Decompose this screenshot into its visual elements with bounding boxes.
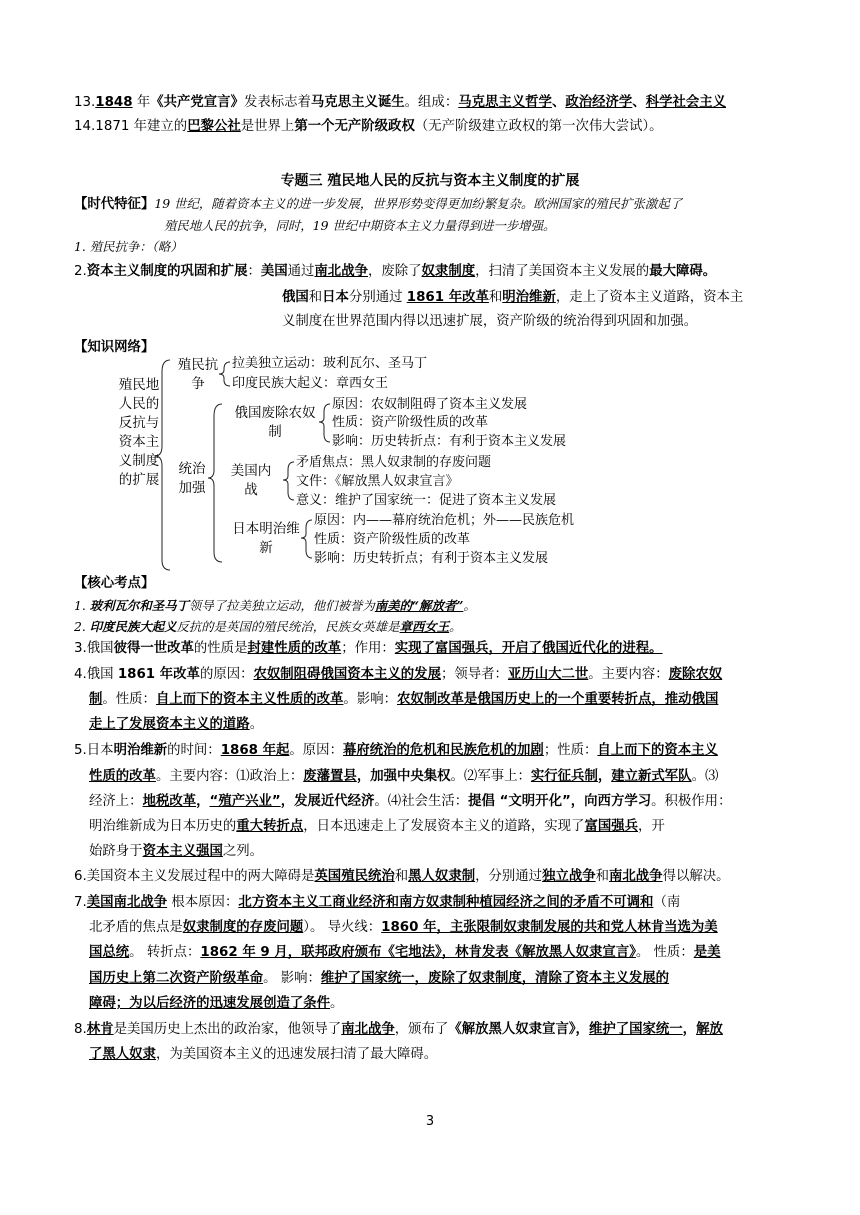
key-term: 制 [89,692,103,707]
core-7-line-1 [74,893,680,913]
key-term: 南北战争 [609,869,663,884]
colonial-item: 印度民族大起义：章西女王 [232,376,389,391]
text: 分别通过 [348,290,407,305]
text: ，日本迅速走上了发展资本主义的道路，实现了 [303,819,585,834]
key-term: 美国 [260,264,288,279]
knowledge-network-label: 【知识网络】 [74,340,155,355]
text: 2. [74,619,90,634]
text: ， [280,794,295,809]
key-term: 加强中央集权 [370,769,451,784]
key-term: 维护了国家统一，废除了奴隶制度，清除了资本主义发展的 [320,971,670,986]
usa-item: 意义：维护了国家统一：促进了资本主义发展 [296,493,557,508]
key-term: 富国强兵 [584,819,639,834]
core-5-line-4 [89,817,665,837]
core-points-label: 【核心考点】 [74,576,155,591]
text: ，为美国资本主义的迅速发展扫清了最大障碍。 [155,1047,438,1062]
key-term: “殖产兴业” [209,794,281,809]
text: 之列。 [222,844,264,859]
text: ， [356,769,371,784]
text: 。 影响： [263,971,321,986]
core-4-line-2 [89,690,718,710]
key-term: 章西女王 [399,619,450,634]
russia-item: 性质：资产阶级性质的改革 [332,415,489,430]
text: 13. [74,95,96,110]
key-term: 英国殖民统治 [314,869,395,884]
key-term: 南美的“解放者” [374,598,464,613]
text: 。原因： [289,743,343,758]
text: 。主要内容： [588,667,669,682]
japan-item: 性质：资产阶级性质的改革 [314,532,471,547]
usa-node: 美国内战 [230,463,272,498]
key-term: 幕府统治的危机和民族危机的加剧 [342,743,544,758]
brace-japan [301,520,312,558]
key-term: 明治维新 [502,290,556,305]
key-term: 向西方学习 [584,794,652,809]
core-1 [74,596,476,616]
text: ， [682,1022,697,1037]
text: 得以解决。 [662,869,730,884]
text: ，颁布了 [394,1022,449,1037]
core-5-line-5 [89,842,263,862]
text: ， [196,794,210,809]
key-term: 玻利瓦尔和圣马丁 [89,598,189,613]
key-term: 彼得一世改革 [113,641,194,656]
japan-item: 影响：历史转折点；有利于资本主义发展 [314,551,549,566]
text: 是美国历史上杰出的政治家，他领导了 [113,1022,342,1037]
text: ；性质： [543,743,598,758]
core-4-line-3 [89,715,263,735]
text: 是世界上 [240,119,295,134]
key-term: 建立新式军队 [611,769,692,784]
text: 。 性质： [635,945,694,960]
key-term: 国历史上第二次资产阶级革命 [89,971,264,986]
key-term: 文明开化 [508,794,562,809]
key-term: 走上了发展资本主义的道路 [89,717,250,732]
key-term: 政治经济学 [565,95,633,110]
text: 。性质： [102,692,156,707]
text: （南 [653,895,681,910]
russia-node: 俄国废除农奴制 [234,405,316,440]
key-term: 农奴制阻碍俄国资本主义的发展 [253,667,441,682]
branch-colonial: 殖民抗争 [177,357,219,392]
core-5-line-1 [74,741,718,761]
core-7-line-3 [89,943,721,963]
text: （无产阶级建立政权的第一次伟大尝试）。 [414,119,663,134]
key-term: 重大转折点 [236,819,304,834]
key-term: 地税改革 [142,794,197,809]
text: 。 [249,717,264,732]
key-term: 1861 年改革 [117,667,200,682]
brace-colonial [219,362,230,386]
text: 和 [595,869,610,884]
key-term: 性质的改革 [89,769,156,784]
text: 。 [330,996,344,1011]
key-term: 1862 年 9 月，联邦政府颁布《宅地法》，林肯发表《解放黑人奴隶宣言》 [200,945,636,960]
text: 北矛盾的焦点是 [89,920,183,935]
russia-item: 影响：历史转折点：有利于资本主义发展 [332,434,567,449]
key-term: 林肯 [86,1022,114,1037]
core-7-line-4 [89,969,669,989]
p2-line-3: 义制度在世界范围内得以迅速扩展，资产阶级的统治得到巩固和加强。 [282,314,698,329]
text: ”， [561,794,585,809]
key-term: 废藩置县 [303,769,357,784]
text: ，开 [638,819,665,834]
section-title: 专题三 殖民地人民的反抗与资本主义制度的扩展 [280,173,580,189]
key-term: 黑人奴隶制 [408,869,476,884]
key-term: 北方资本主义工商业经济和南方奴隶制种植园经济之间的矛盾不可调和 [238,895,654,910]
text: 。⑷社会生活： [374,794,469,809]
key-term: 南北战争 [341,1022,395,1037]
key-term: 马克思主义哲学 [458,95,552,110]
text: 7. [74,895,87,910]
core-5-line-3 [89,792,731,812]
text: 。影响： [343,692,397,707]
key-term: 科学社会主义 [645,95,727,110]
text: 。 [463,598,476,613]
era-label: 【时代特征】 [74,197,155,212]
text: 。 [449,619,462,634]
key-term: 最大障碍。 [649,264,717,279]
key-term: 俄国 [282,290,309,305]
core-3 [74,639,663,659]
mind-map-root: 殖民地人民的反抗与资本主义制度的扩展 [118,377,160,488]
text: ，分别通过 [475,869,543,884]
key-term: 实现了富国强兵，开启了俄国近代化的进程。 [394,641,663,656]
text: 。 转折点： [129,945,201,960]
text: 。⑶ [691,769,719,784]
japan-item: 原因：内——幕府统治危机；外——民族危机 [314,513,575,528]
text: 明治维新成为日本历史的 [89,819,237,834]
p1: 1. 殖民抗争：（略） [74,239,183,254]
key-term: 废除农奴 [668,667,723,682]
key-term: 农奴制改革是俄国历史上的一个重要转折点，推动俄国 [396,692,719,707]
colonial-item: 拉美独立运动：玻利瓦尔、圣马丁 [232,356,428,371]
text: 。主要内容：⑴政治上： [155,769,304,784]
text: 的时间： [167,743,221,758]
text: ）。 导火线： [303,920,382,935]
usa-item: 矛盾焦点：黑人奴隶制的存废问题 [296,455,492,470]
text: 发表标志着 [243,95,311,110]
key-term: 独立战争 [542,869,596,884]
key-term: 1868 年起 [220,743,290,758]
text: 2. [74,264,87,279]
text: ，走上了资本主义道路，资本主 [555,290,744,305]
text: 、 [632,95,646,110]
text: 19 世纪，随着资本主义的进一步发展，世界形势变得更加纷繁复杂。欧洲国家的殖民扩张激起了 [154,196,683,211]
key-term: 1861 年改革 [406,290,489,305]
key-term: 障碍；为以后经济的迅速发展创造了条件 [89,996,331,1011]
brace-russia [319,404,330,442]
core-2 [74,617,461,637]
key-term: 实行征兵制 [530,769,598,784]
text: 和 [488,290,503,305]
russia-item: 原因：农奴制阻碍了资本主义发展 [332,397,528,412]
key-term: 国总统 [89,945,130,960]
key-term: 马克思主义诞生 [310,95,405,110]
core-7-line-2 [89,918,718,938]
core-5-line-2 [89,767,718,787]
brace-usa [283,462,294,500]
key-term: 《解放黑人奴隶宣言》 [448,1022,576,1037]
key-term: 1860 年，主张限制奴隶制发展的共和党人林肯当选为美 [381,920,718,935]
text: 根本原因： [167,895,239,910]
text: 5.日本 [74,743,114,758]
key-term: 资本主义强国 [142,844,223,859]
key-term: 了黑人奴隶 [89,1047,156,1062]
text: ， [575,1022,589,1037]
key-term: 解放 [696,1022,723,1037]
key-term: 自上而下的资本主义 [597,743,718,758]
text: ，扫清了美国资本主义发展的 [475,264,650,279]
japan-node: 日本明治维新 [232,521,300,556]
key-term: 日本 [322,290,349,305]
key-term: 南北战争 [314,264,368,279]
text: 经济上： [89,794,143,809]
core-6 [74,867,730,887]
text: 和 [394,869,409,884]
key-term: 自上而下的资本主义性质的改革 [155,692,344,707]
core-4-line-1 [74,665,722,685]
text: 。⑵军事上： [450,769,531,784]
text: ， [597,769,612,784]
text: 、 [551,95,566,110]
text: 年 [132,95,151,110]
era-line-2: 殖民地人民的抗争，同时，19 世纪中期资本主义力量得到进一步增强。 [164,218,556,233]
core-8-line-1 [74,1020,723,1040]
text: ： [247,264,261,279]
key-term: 提倡 “ [468,794,509,809]
text: 。组成： [404,95,459,110]
mind-map-braces [0,0,860,600]
core-8-line-2 [89,1045,437,1065]
key-year: 1848 [95,95,133,110]
key-term: 封建性质的改革 [247,641,342,656]
branch-strengthen: 统治加强 [178,461,206,496]
text: ，废除了 [367,264,422,279]
key-term: 印度民族大起义 [89,619,177,634]
key-term: 资本主义制度的巩固和扩展 [86,264,248,279]
key-term: 美国南北战争 [86,895,168,910]
text: 反抗的是英国的殖民统治，民族女英雄是 [176,619,400,634]
text: 领导了拉美独立运动，他们被誉为 [188,598,375,613]
page-number: 3 [425,1114,435,1129]
text: 8. [74,1022,87,1037]
text: 14.1871 年建立的 [74,119,188,134]
key-term: 发展近代经济 [294,794,375,809]
key-term: 《共产党宣言》 [150,95,244,110]
text: 。积极作用： [651,794,732,809]
text: 1. [74,598,90,613]
text: 的性质是 [193,641,248,656]
key-term: 是美 [693,945,721,960]
text: 始跻身于 [89,844,143,859]
key-term: 亚历山大二世 [507,667,589,682]
text: 通过 [287,264,315,279]
key-term: 明治维新 [113,743,168,758]
text: 6.美国资本主义发展过程中的两大障碍是 [74,869,315,884]
text: ；作用： [341,641,395,656]
text: 4.俄国 [74,667,118,682]
core-7-line-5 [89,994,343,1014]
text: ；领导者： [440,667,508,682]
key-term: 第一个无产阶级政权 [294,119,415,134]
key-term: 维护了国家统一 [588,1022,683,1037]
key-term: 奴隶制度的存废问题 [182,920,304,935]
key-term: 奴隶制度 [421,264,476,279]
text: 3.俄国 [74,641,114,656]
key-term: 巴黎公社 [187,119,241,134]
usa-item: 文件：《解放黑人奴隶宣言》 [296,474,459,489]
text: 和 [308,290,323,305]
text: 的原因： [199,667,254,682]
